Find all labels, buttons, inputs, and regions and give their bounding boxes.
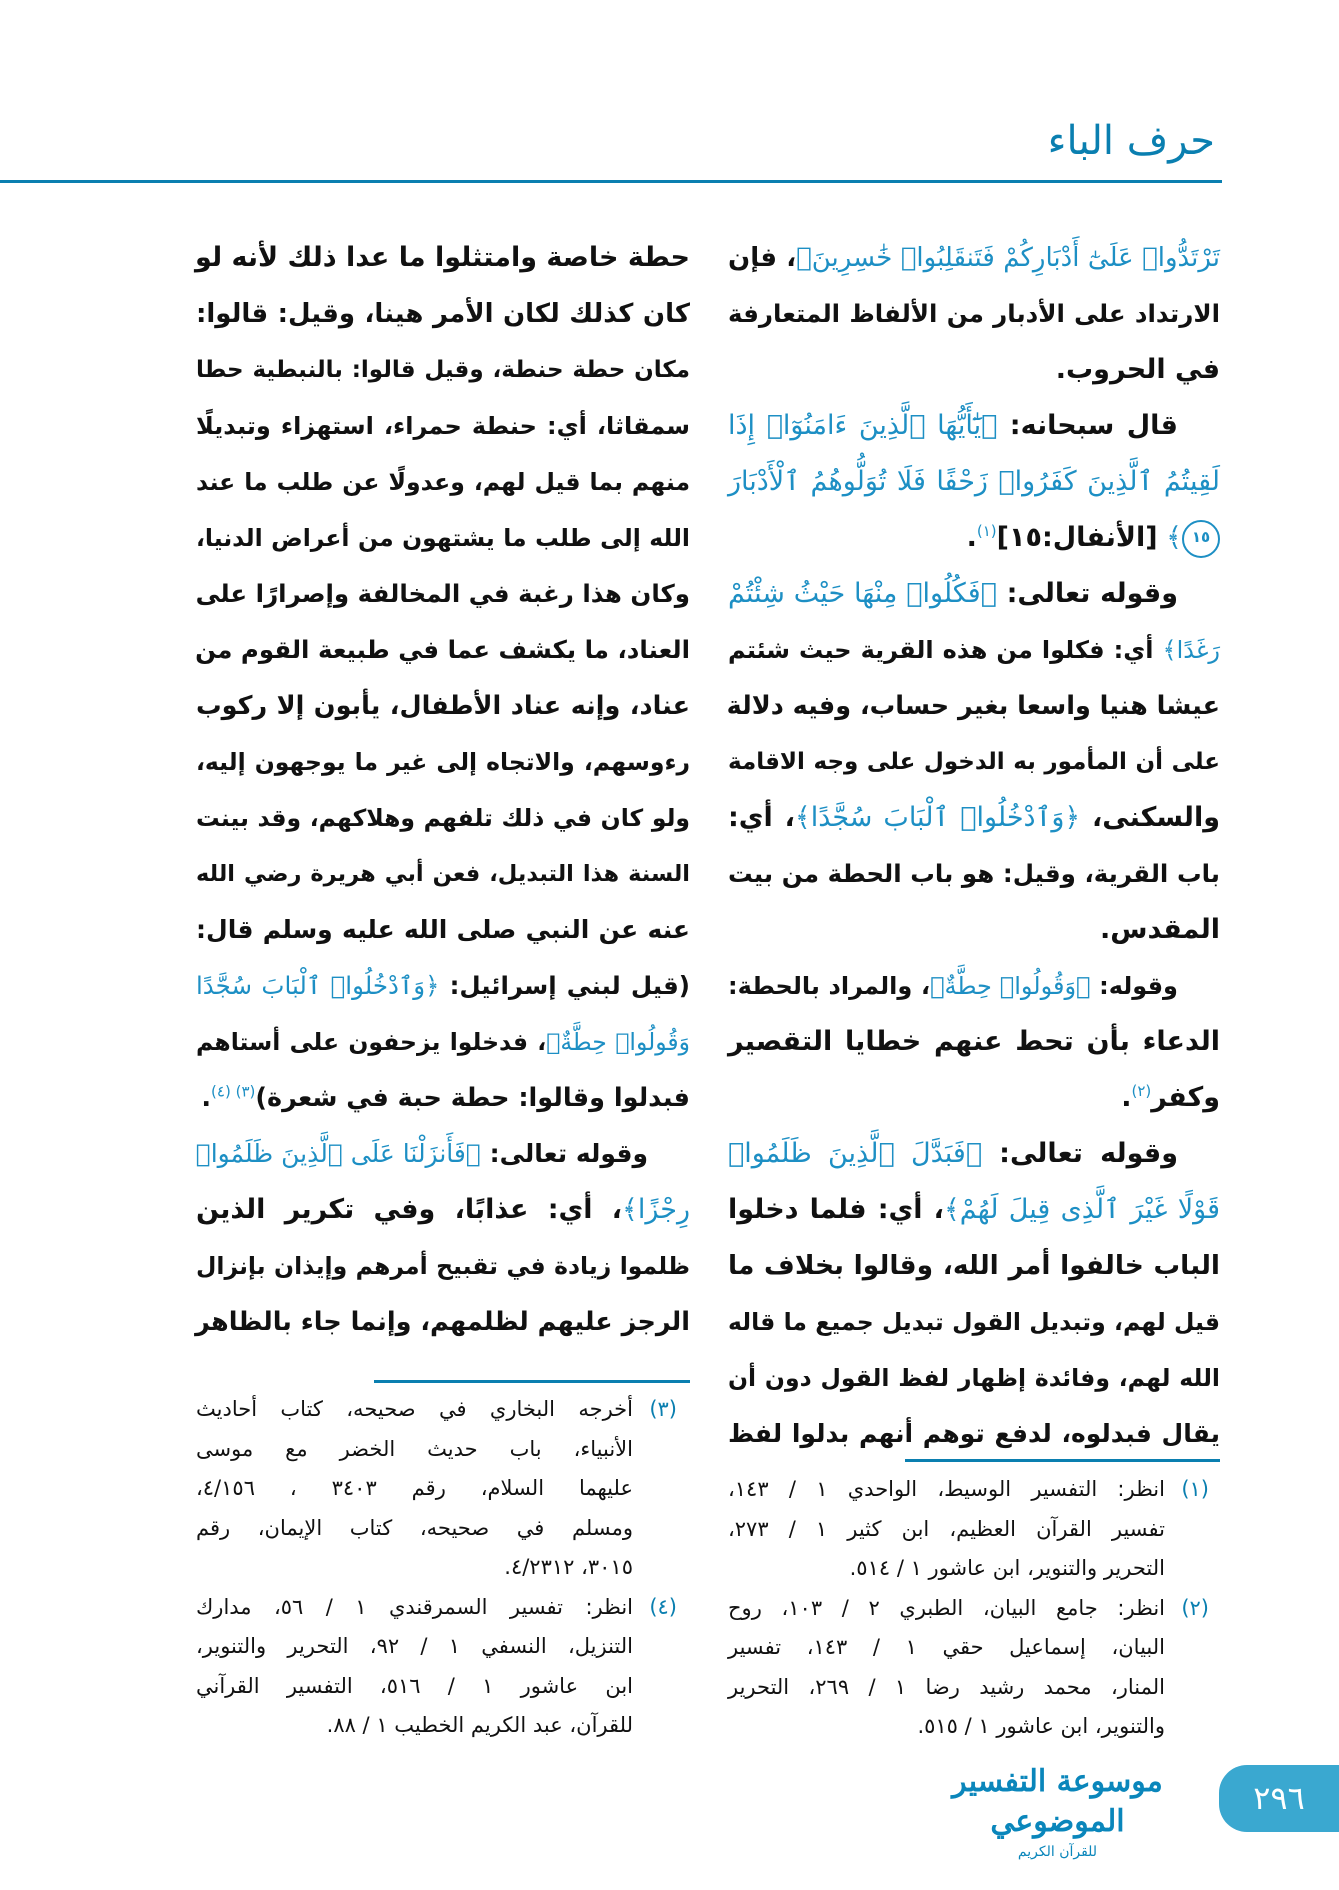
footnote-line: المنار، محمد رشيد رضا ١ / ٢٦٩، التحرير (728, 1674, 1165, 1699)
text-line (728, 734, 1220, 790)
footnote (728, 1589, 1209, 1747)
text-line (196, 622, 690, 678)
body-text: ، فدخلوا يزحفون على أستاهم (196, 1028, 547, 1056)
text-line (196, 566, 690, 622)
footnote-line: للقرآن، عبد الكريم الخطيب ١ / ٨٨. (326, 1713, 633, 1737)
quran-verse: وَقُولُوا۟ حِطَّةٌ﴾ (546, 1028, 690, 1056)
text-line (728, 958, 1220, 1014)
text-line (728, 230, 1220, 286)
body-text: العناد، ما يكشف عما في طبيعة القوم من (195, 635, 690, 664)
body-text: أي: فكلوا من هذه القرية حيث شئتم (728, 636, 1163, 664)
body-text: . (201, 1083, 212, 1113)
text-line (728, 846, 1220, 902)
footnote-line: والتنوير، ابن عاشور ١ / ٥١٥. (917, 1714, 1165, 1738)
body-text: عنه عن النبي صلى الله عليه وسلم قال: (196, 915, 690, 944)
text-line (196, 734, 690, 790)
quran-verse: رَغَدًا﴾ (1162, 636, 1220, 664)
text-line (196, 902, 690, 958)
text-line (196, 1014, 690, 1070)
body-text: السنة هذا التبديل، فعن أبي هريرة رضي الله (196, 861, 690, 887)
quran-verse: ﴿وَقُولُوا۟ حِطَّةٌ﴾ (930, 972, 1091, 1000)
left-column (196, 230, 690, 1350)
quran-verse: تَرْتَدُّوا۟ عَلَىٰٓ أَدْبَارِكُمْ فَتَنقَلِبُوا۟ خَٰسِرِينَ﴾ (796, 243, 1220, 273)
logo-subtitle: للقرآن الكريم (1017, 1844, 1098, 1860)
footnote-ref: (٣) (٤) (211, 1082, 256, 1101)
body-text: سمقاثا، أي: حنطة حمراء، استهزاء وتبديلًا (196, 412, 690, 440)
footnote-number: (٤) (649, 1594, 677, 1619)
text-line (728, 678, 1220, 734)
text-line (728, 454, 1220, 510)
text-line (728, 1014, 1220, 1070)
body-text: رءوسهم، والاتجاه إلى غير ما يوجهون إليه، (196, 748, 690, 776)
body-text: ، فإن (728, 243, 797, 273)
body-text: ، أي: عذابًا، وفي تكرير الذين (196, 1194, 623, 1225)
body-text: وقوله تعالى: (996, 578, 1178, 609)
text-line (728, 790, 1220, 846)
footnote-separator-left (374, 1380, 690, 1383)
footnote-line: انظر: التفسير الوسيط، الواحدي ١ / ١٤٣، (728, 1477, 1165, 1501)
body-text: باب القرية، وقيل: هو باب الحطة من بيت (728, 859, 1220, 888)
footnote-separator-right (905, 1459, 1220, 1462)
logo-title: موسوعة التفسير الموضوعي (952, 1764, 1163, 1839)
footnote-line: البيان، إسماعيل حقي ١ / ١٤٣، تفسير (728, 1635, 1165, 1659)
body-text: حطة خاصة وامتثلوا ما عدا ذلك لأنه لو (195, 242, 690, 273)
text-line (196, 958, 690, 1014)
text-line (196, 678, 690, 734)
footnote-number: (١) (1181, 1477, 1209, 1501)
text-line (728, 1182, 1220, 1238)
right-column (728, 230, 1220, 1462)
body-text: . (966, 522, 977, 553)
quran-verse: رِجْزًا﴾ (622, 1194, 690, 1225)
body-text: ولو كان في ذلك تلفهم وهلاكهم، وقد بينت (196, 804, 690, 832)
ayah-number-ornament: ١٥ (1182, 520, 1220, 558)
body-text: [الأنفال:١٥] (996, 522, 1158, 553)
footnote (196, 1588, 677, 1746)
body-text: قال سبحانه: (997, 410, 1178, 441)
text-line (196, 846, 690, 902)
text-line (728, 342, 1220, 398)
body-text: على أن المأمور به الدخول على وجه الاقامة (728, 749, 1220, 775)
quran-verse: لَقِيتُمُ ٱلَّذِينَ كَفَرُوا۟ زَحْفًا فَلَا تُوَلُّوهُمُ ٱلْأَدْبَارَ (728, 466, 1220, 497)
quran-verse: قَوْلًا غَيْرَ ٱلَّذِى قِيلَ لَهُمْ﴾ (943, 1194, 1220, 1225)
body-text: ، أي: فلما دخلوا (728, 1194, 944, 1225)
footnote-line: التنزيل، النسفي ١ / ٩٢، التحرير والتنوير، (196, 1634, 633, 1658)
body-text: (قيل لبني إسرائيل: (439, 971, 691, 1000)
body-text: الله إلى طلب ما يشتهون من أعراض الدنيا، (196, 524, 690, 552)
text-line (728, 1294, 1220, 1350)
footnote (728, 1470, 1209, 1589)
text-line (196, 1294, 690, 1350)
quran-verse: ﴾ (1157, 522, 1182, 553)
footnote-number: (٣) (649, 1397, 677, 1421)
encyclopedia-logo (935, 1762, 1180, 1862)
footnote-line: ابن عاشور ١ / ٥١٦، التفسير القرآني (196, 1673, 634, 1698)
quran-verse: ﴿فَأَنزَلْنَا عَلَى ٱلَّذِينَ ظَلَمُوا۟ (195, 1139, 481, 1168)
body-text: وقوله تعالى: (480, 1139, 648, 1168)
text-line (196, 286, 690, 342)
quran-verse: ﴿فَكُلُوا۟ مِنْهَا حَيْثُ شِئْتُمْ (728, 578, 997, 609)
text-line (196, 342, 690, 398)
footnote-ref: (٢) (1131, 1082, 1152, 1100)
text-line (196, 1238, 690, 1294)
body-text: ، أي: (728, 802, 795, 833)
footnote (196, 1390, 677, 1588)
body-text: كان كذلك لكان الأمر هينا، وقيل: قالوا: (196, 299, 690, 329)
quran-verse: ﴿وَٱدْخُلُوا۟ ٱلْبَابَ سُجَّدًا (196, 971, 440, 1000)
text-line (728, 1406, 1220, 1462)
quran-verse: ﴿وَٱدْخُلُوا۟ ٱلْبَابَ سُجَّدًا﴾ (794, 802, 1081, 833)
body-text: والسكنى، (1080, 802, 1220, 833)
text-line (196, 1070, 690, 1126)
header-rule (0, 180, 1222, 183)
body-text: وكان هذا رغبة في المخالفة وإصرارًا على (195, 579, 690, 608)
chapter-title: حرف الباء (1047, 118, 1215, 164)
text-line (728, 1238, 1220, 1294)
footnote-line: التحرير والتنوير، ابن عاشور ١ / ٥١٤. (849, 1556, 1165, 1580)
body-text: قيل لهم، وتبديل القول تبديل جميع ما قاله (728, 1308, 1220, 1336)
body-text: ، والمراد بالحطة: (728, 972, 931, 1000)
body-text: المقدس. (1099, 914, 1220, 945)
footnote-line: أخرجه البخاري في صحيحه، كتاب أحاديث (196, 1397, 633, 1421)
quran-verse: ﴿يَٰٓأَيُّهَا ٱلَّذِينَ ءَامَنُوٓا۟ إِذَا (728, 410, 998, 441)
body-text: الباب خالفوا أمر الله، وقالوا بخلاف ما (728, 1250, 1220, 1281)
footnotes-right (728, 1470, 1209, 1747)
body-text: وقوله: (1090, 972, 1178, 1000)
text-line (728, 286, 1220, 342)
footnote-line: انظر: تفسير السمرقندي ١ / ٥٦، مدارك (196, 1594, 634, 1619)
footnote-line: ٣٠١٥، ٤/٢٣١٢. (504, 1555, 633, 1579)
text-line (728, 1126, 1220, 1182)
quran-verse: ﴿فَبَدَّلَ ٱلَّذِينَ ظَلَمُوا۟ (728, 1138, 983, 1169)
text-line (728, 1070, 1220, 1126)
body-text: الله لهم، وفائدة إظهار لفظ القول دون أن (728, 1364, 1220, 1392)
text-line (728, 398, 1220, 454)
body-text: . (1121, 1082, 1132, 1113)
text-line (196, 454, 690, 510)
text-line (196, 398, 690, 454)
text-line (196, 510, 690, 566)
text-line (196, 1126, 690, 1182)
body-text: ظلموا زيادة في تقبيح أمرهم وإيذان بإنزال (196, 1252, 690, 1280)
body-text: فبدلوا وقالوا: حطة حبة في شعرة) (255, 1083, 690, 1113)
page-number-badge: ٢٩٦ (1219, 1765, 1339, 1832)
footnote-line: الأنبياء، باب حديث الخضر مع موسى (196, 1436, 633, 1461)
body-text: الرجز عليهم لظلمهم، وإنما جاء بالظاهر (195, 1307, 690, 1337)
footnote-line: تفسير القرآن العظيم، ابن كثير ١ / ٢٧٣، (728, 1516, 1165, 1541)
footnotes-left (196, 1390, 677, 1746)
footnote-line: عليهما السلام، رقم ٣٤٠٣ ، ٤/١٥٦، (196, 1476, 633, 1500)
body-text: في الحروب. (1055, 354, 1220, 385)
body-text: منهم بما قيل لهم، وعدولًا عن طلب ما عند (196, 468, 690, 496)
body-text: الارتداد على الأدبار من الألفاظ المتعارفة (728, 299, 1220, 328)
text-line (728, 566, 1220, 622)
text-line (728, 1350, 1220, 1406)
body-text: مكان حطة حنطة، وقيل قالوا: بالنبطية حطا (196, 357, 690, 383)
footnote-number: (٢) (1181, 1595, 1209, 1620)
footnote-line: ومسلم في صحيحه، كتاب الإيمان، رقم (196, 1515, 633, 1540)
text-line (196, 1182, 690, 1238)
text-line (728, 622, 1220, 678)
body-text: وكفر (1151, 1082, 1220, 1113)
body-text: الدعاء بأن تحط عنهم خطايا التقصير (728, 1026, 1220, 1057)
text-line (728, 510, 1220, 566)
body-text: عناد، وإنه عناد الأطفال، يأبون إلا ركوب (196, 691, 690, 721)
body-text: يقال فبدلوه، لدفع توهم أنهم بدلوا لفظ (728, 1419, 1220, 1448)
text-line (196, 230, 690, 286)
text-line (196, 790, 690, 846)
body-text: وقوله تعالى: (982, 1138, 1178, 1169)
text-line (728, 902, 1220, 958)
body-text: عيشا هنيا واسعا بغير حساب، وفيه دلالة (726, 691, 1220, 721)
footnote-line: انظر: جامع البيان، الطبري ٢ / ١٠٣، روح (728, 1595, 1165, 1620)
footnote-ref: (١) (976, 522, 997, 540)
